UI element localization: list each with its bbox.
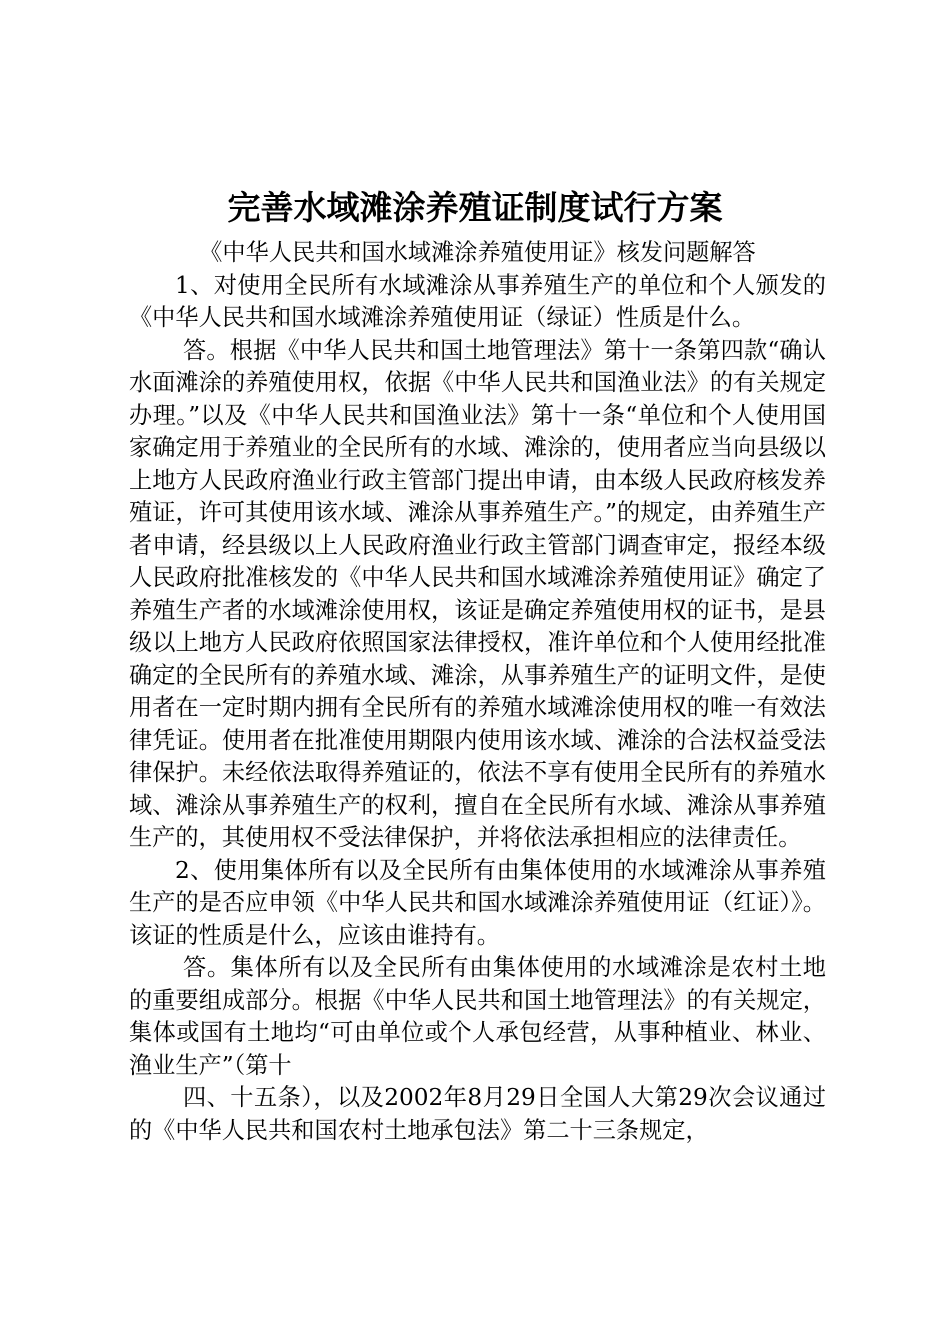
question-paragraph-2: 2、使用集体所有以及全民所有由集体使用的水域滩涂从事养殖生产的是否应申领《中华人民共和国水域滩涂养殖使用证（红证）》。该证的性质是什么，应该由谁持有。 bbox=[129, 856, 826, 949]
document-title: 完善水域滩涂养殖证制度试行方案 bbox=[227, 188, 723, 227]
continuation-paragraph: 四、十五条），以及2002年8月29日全国人大第29次会议通过的《中华人民共和国农村土地承包法》第二十三条规定， bbox=[129, 1084, 826, 1144]
document-subtitle: 《中华人民共和国水域滩涂养殖使用证》核发问题解答 bbox=[199, 239, 756, 266]
document-body bbox=[129, 237, 826, 1147]
answer-paragraph-2: 答。集体所有以及全民所有由集体使用的水域滩涂是农村土地的重要组成部分。根据《中华人民共和国土地管理法》的有关规定，集体或国有土地均“可由单位或个人承包经营，从事种植业、林业、渔业生产”（第十 bbox=[129, 954, 826, 1079]
question-paragraph-1: 1、对使用全民所有水域滩涂从事养殖生产的单位和个人颁发的《中华人民共和国水域滩涂养殖使用证（绿证）性质是什么。 bbox=[129, 271, 826, 331]
answer-paragraph-1: 答。根据《中华人民共和国土地管理法》第十一条第四款“确认水面滩涂的养殖使用权，依据《中华人民共和国渔业法》的有关规定办理。”以及《中华人民共和国渔业法》第十一条“单位和个人使用国家确定用于养殖业的全民所有的水域、滩涂的，使用者应当向县级以上地方人民政府渔业行政主管部门提出申请，由本级人民政府核发养殖证，许可其使用该水域、滩涂从事养殖生产。”的规定，由养殖生产者申请，经县级以上人民政府渔业行政主管部门调查审定，报经本级人民政府批准核发的《中华人民共和国水域滩涂养殖使用证》确定了养殖生产者的水域滩涂使用权，该证是确定养殖使用权的证书，是县级以上地方人民政府依照国家法律授权，准许单位和个人使用经批准确定的全民所有的养殖水域、滩涂，从事养殖生产的证明文件，是使用者在一定时期内拥有全民所有的养殖水域滩涂使用权的唯一有效法律凭证。使用者在批准使用期限内使用该水域、滩涂的合法权益受法律保护。未经依法取得养殖证的，依法不享有使用全民所有的养殖水域、滩涂从事养殖生产的权利，擅自在全民所有水域、滩涂从事养殖生产的，其使用权不受法律保护，并将依法承担相应的法律责任。 bbox=[129, 336, 826, 851]
